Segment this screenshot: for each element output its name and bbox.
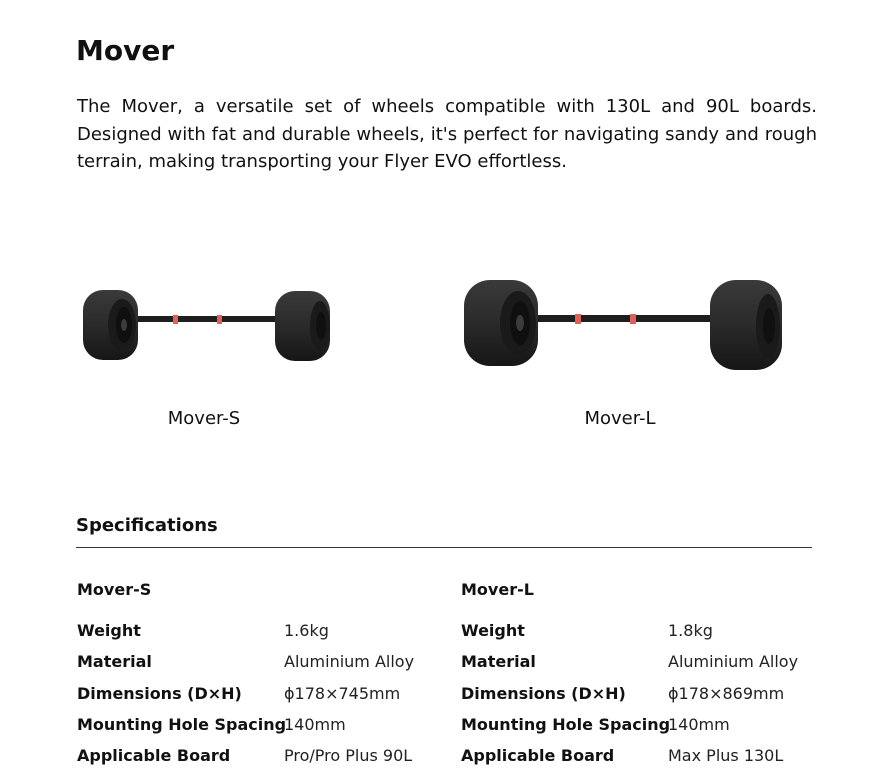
specifications-divider: [76, 547, 812, 548]
spec-value: ϕ178×745mm: [284, 683, 401, 703]
spec-column-title: Mover-L: [461, 580, 534, 599]
spec-label: Dimensions (D×H): [461, 683, 626, 703]
mover-l-caption: Mover-L: [584, 408, 656, 429]
spec-label: Mounting Hole Spacing: [77, 714, 287, 734]
spec-row-dimensions: [77, 683, 401, 715]
spec-row-dimensions: [461, 683, 785, 715]
spec-label: Material: [77, 652, 152, 672]
spec-label: Applicable Board: [77, 746, 231, 766]
spec-value: Pro/Pro Plus 90L: [284, 746, 413, 766]
spec-label: Mounting Hole Spacing: [461, 714, 671, 734]
spec-row-mounting-hole-spacing: [77, 714, 346, 746]
spec-value: Max Plus 130L: [668, 746, 784, 766]
spec-row-applicable-board: [77, 746, 413, 777]
spec-column-mover-l: [461, 580, 799, 777]
spec-row-material: [461, 652, 799, 683]
spec-row-mounting-hole-spacing: [461, 714, 730, 746]
mover-s-image: [80, 288, 335, 364]
spec-row-applicable-board: [461, 746, 784, 777]
mover-l-image: [462, 278, 787, 374]
spec-label: Material: [461, 652, 536, 672]
spec-label: Applicable Board: [461, 746, 615, 766]
spec-value: Aluminium Alloy: [668, 652, 799, 672]
spec-value: 140mm: [668, 714, 730, 734]
intro-paragraph: The Mover, a versatile set of wheels compatible with 130L and 90L boards. Designed with fat and durable wheels, it's perfect for navigating sandy and rough terrain, making transporting your Flyer EVO effortless.: [77, 96, 817, 172]
specifications-heading: Specifications: [76, 515, 218, 536]
spec-value: Aluminium Alloy: [284, 652, 415, 672]
spec-row-material: [77, 652, 415, 683]
spec-value: 1.8kg: [668, 621, 713, 640]
spec-value: 1.6kg: [284, 621, 329, 640]
spec-label: Weight: [461, 621, 525, 640]
spec-column-mover-s: [77, 580, 415, 777]
spec-row-weight: [77, 621, 329, 652]
page-title: Mover: [76, 34, 175, 67]
spec-row-weight: [461, 621, 713, 652]
mover-s-caption: Mover-S: [167, 408, 241, 429]
spec-label: Weight: [77, 621, 141, 640]
spec-value: 140mm: [284, 714, 346, 734]
spec-column-title: Mover-S: [77, 580, 152, 599]
spec-value: ϕ178×869mm: [668, 683, 785, 703]
spec-label: Dimensions (D×H): [77, 683, 242, 703]
